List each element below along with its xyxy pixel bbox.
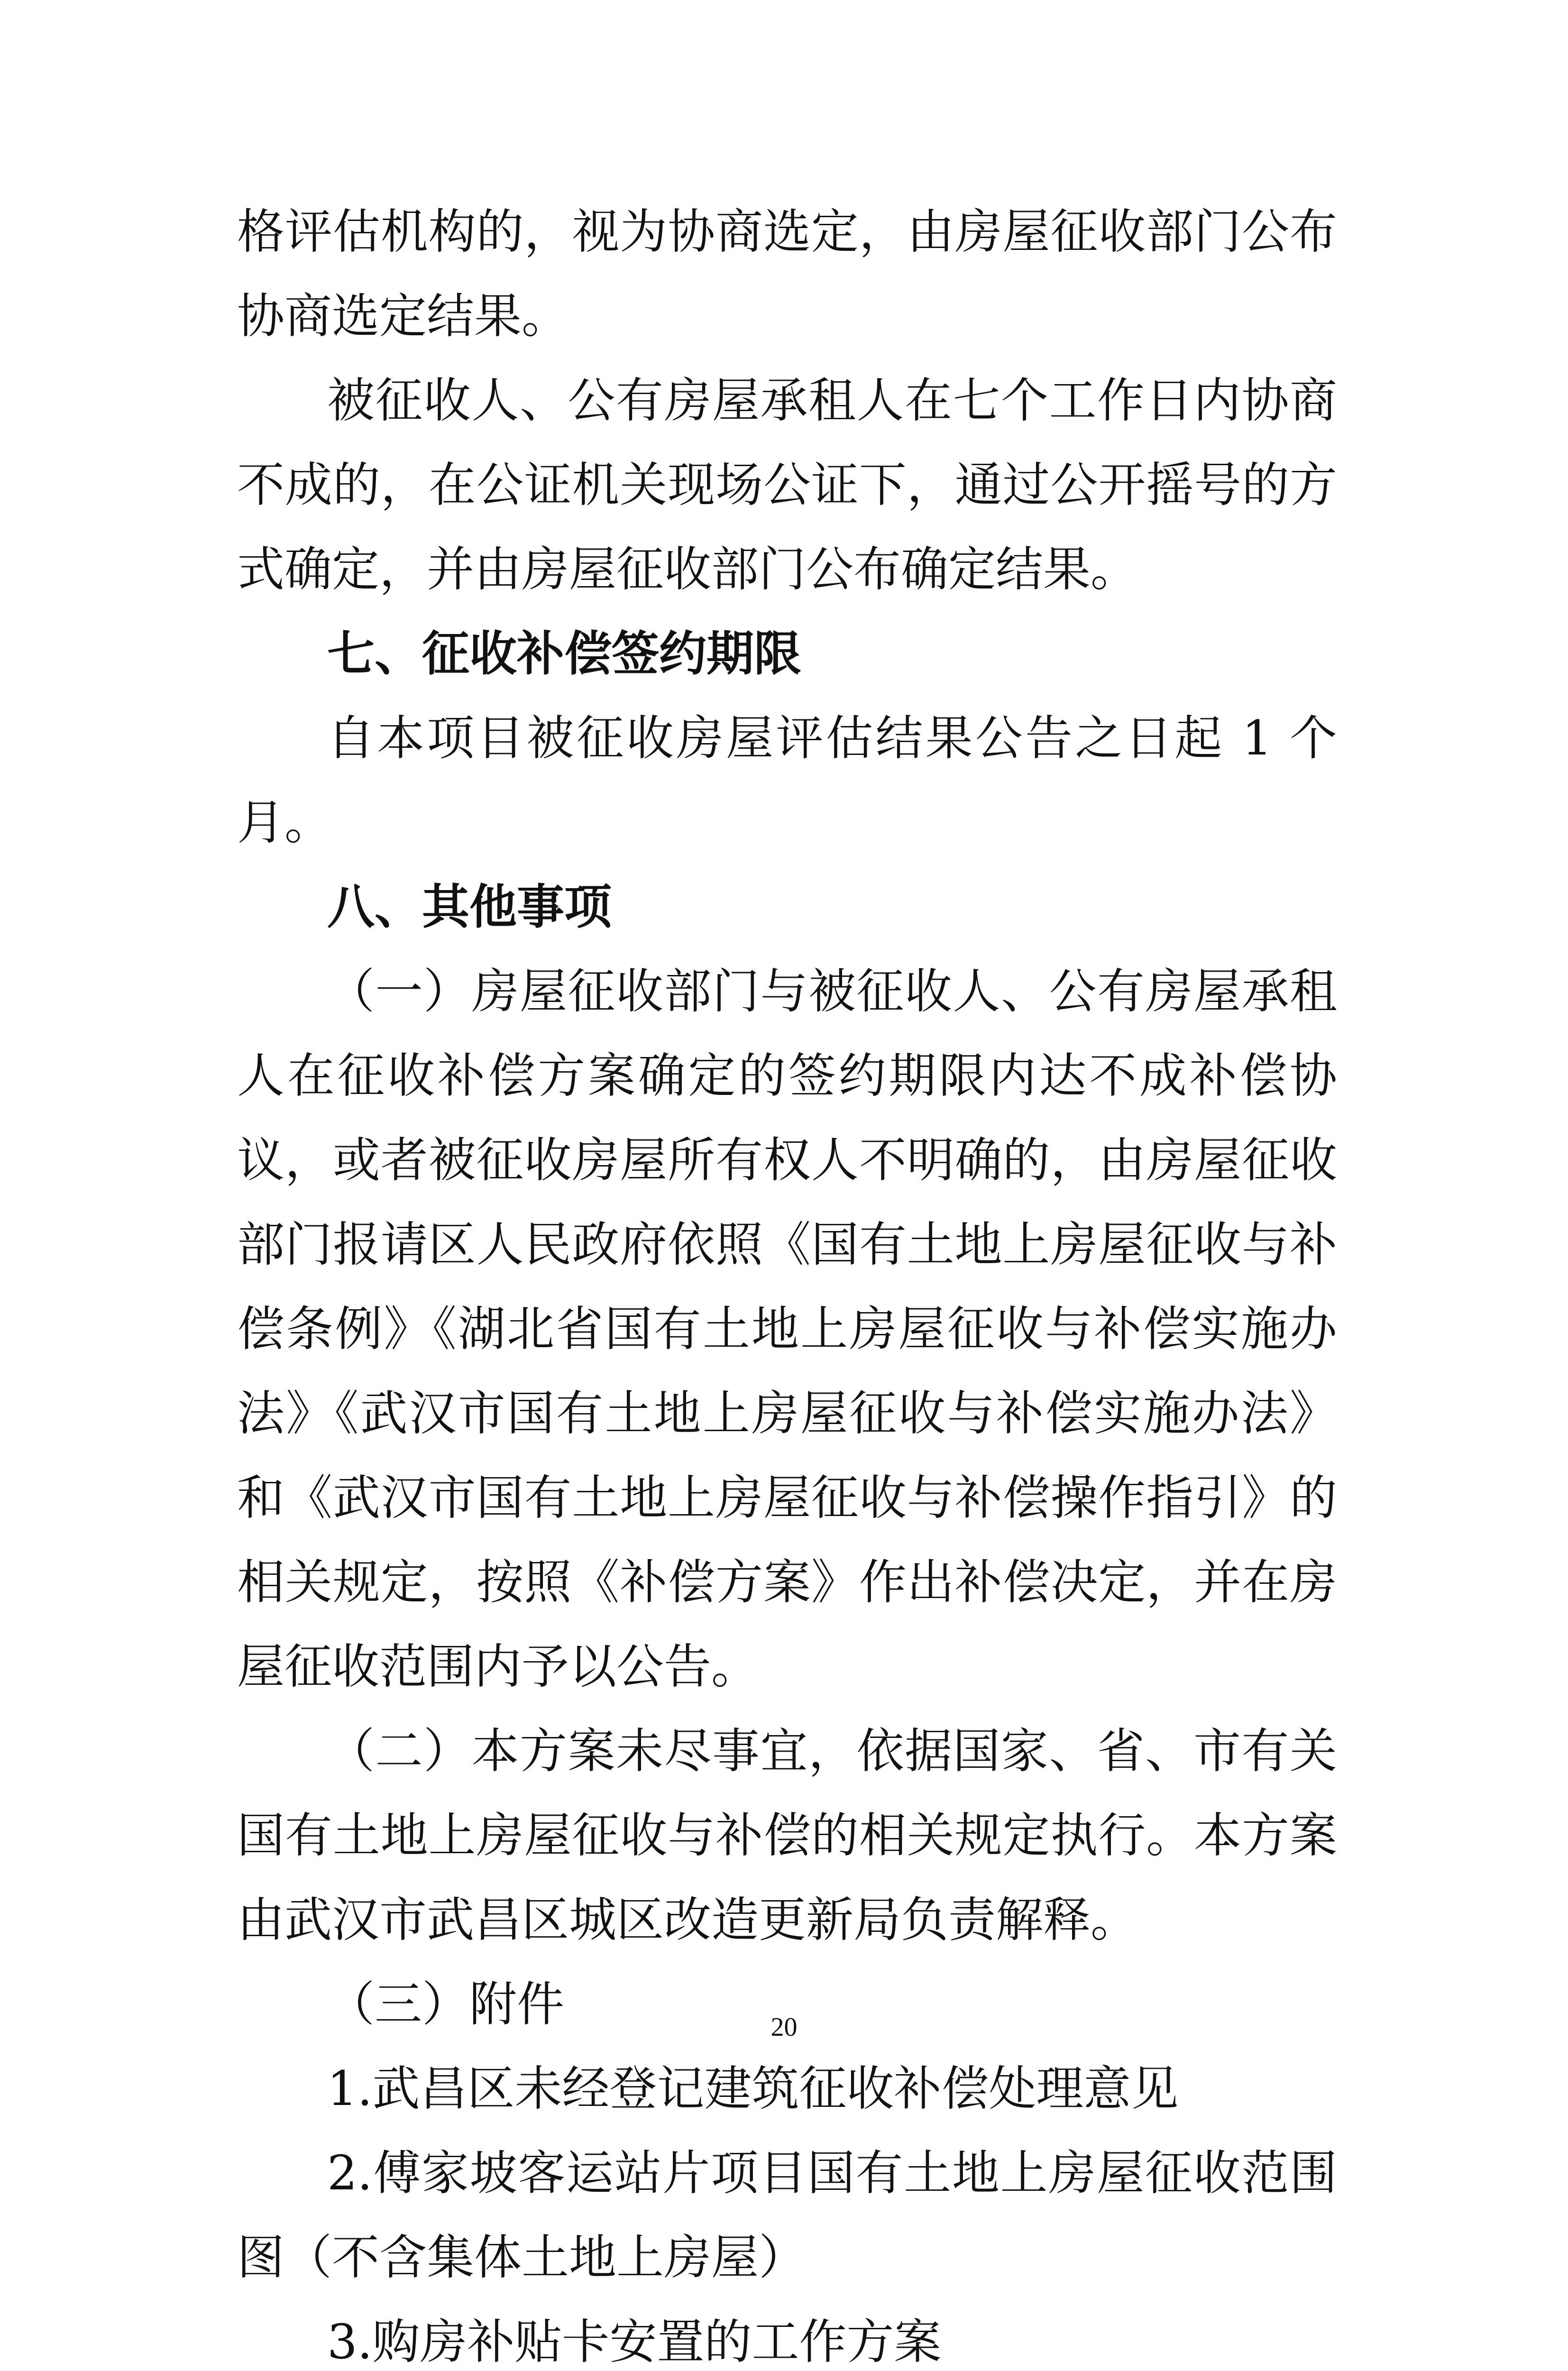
page-number: 20 bbox=[770, 2013, 798, 2042]
paragraph-compensation-decision: （一）房屋征收部门与被征收人、公有房屋承租人在征收补偿方案确定的签约期限内达不成补偿协议，或者被征收房屋所有权人不明确的，由房屋征收部门报请区人民政府依照《国有土地上房屋征收与补偿条例》《湖北省国有土地上房屋征收与补偿实施办法》《武汉市国有土地上房屋征收与补偿实施办法》和《武汉市国有土地上房屋征收与补偿操作指引》的相关规定，按照《补偿方案》作出补偿决定，并在房屋征收范围内予以公告。 bbox=[237, 964, 1337, 1694]
attachments-heading: （三）附件 bbox=[327, 1976, 564, 2032]
paragraph-signing-period: 自本项目被征收房屋评估结果公告之日起 1 个月。 bbox=[237, 710, 1337, 850]
paragraph-interpretation: （二）本方案未尽事宜，依据国家、省、市有关国有土地上房屋征收与补偿的相关规定执行。本方案由武汉市武昌区城区改造更新局负责解释。 bbox=[237, 1723, 1337, 1948]
paragraph-appraisal-selection-result: 格评估机构的，视为协商选定，由房屋征收部门公布协商选定结果。 bbox=[237, 204, 1337, 344]
section-heading-other-matters: 八、其他事项 bbox=[327, 879, 612, 935]
attachment-item-3: 3.购房补贴卡安置的工作方案 bbox=[327, 2314, 942, 2370]
paragraph-lottery-selection: 被征收人、公有房屋承租人在七个工作日内协商不成的，在公证机关现场公证下，通过公开摇号的方式确定，并由房屋征收部门公布确定结果。 bbox=[237, 373, 1337, 597]
attachment-item-2: 2.傅家坡客运站片项目国有土地上房屋征收范围图（不含集体土地上房屋） bbox=[237, 2145, 1337, 2285]
attachment-item-1: 1.武昌区未经登记建筑征收补偿处理意见 bbox=[327, 2061, 1179, 2116]
document-body bbox=[237, 190, 1337, 2371]
section-heading-signing-period: 七、征收补偿签约期限 bbox=[327, 626, 801, 681]
